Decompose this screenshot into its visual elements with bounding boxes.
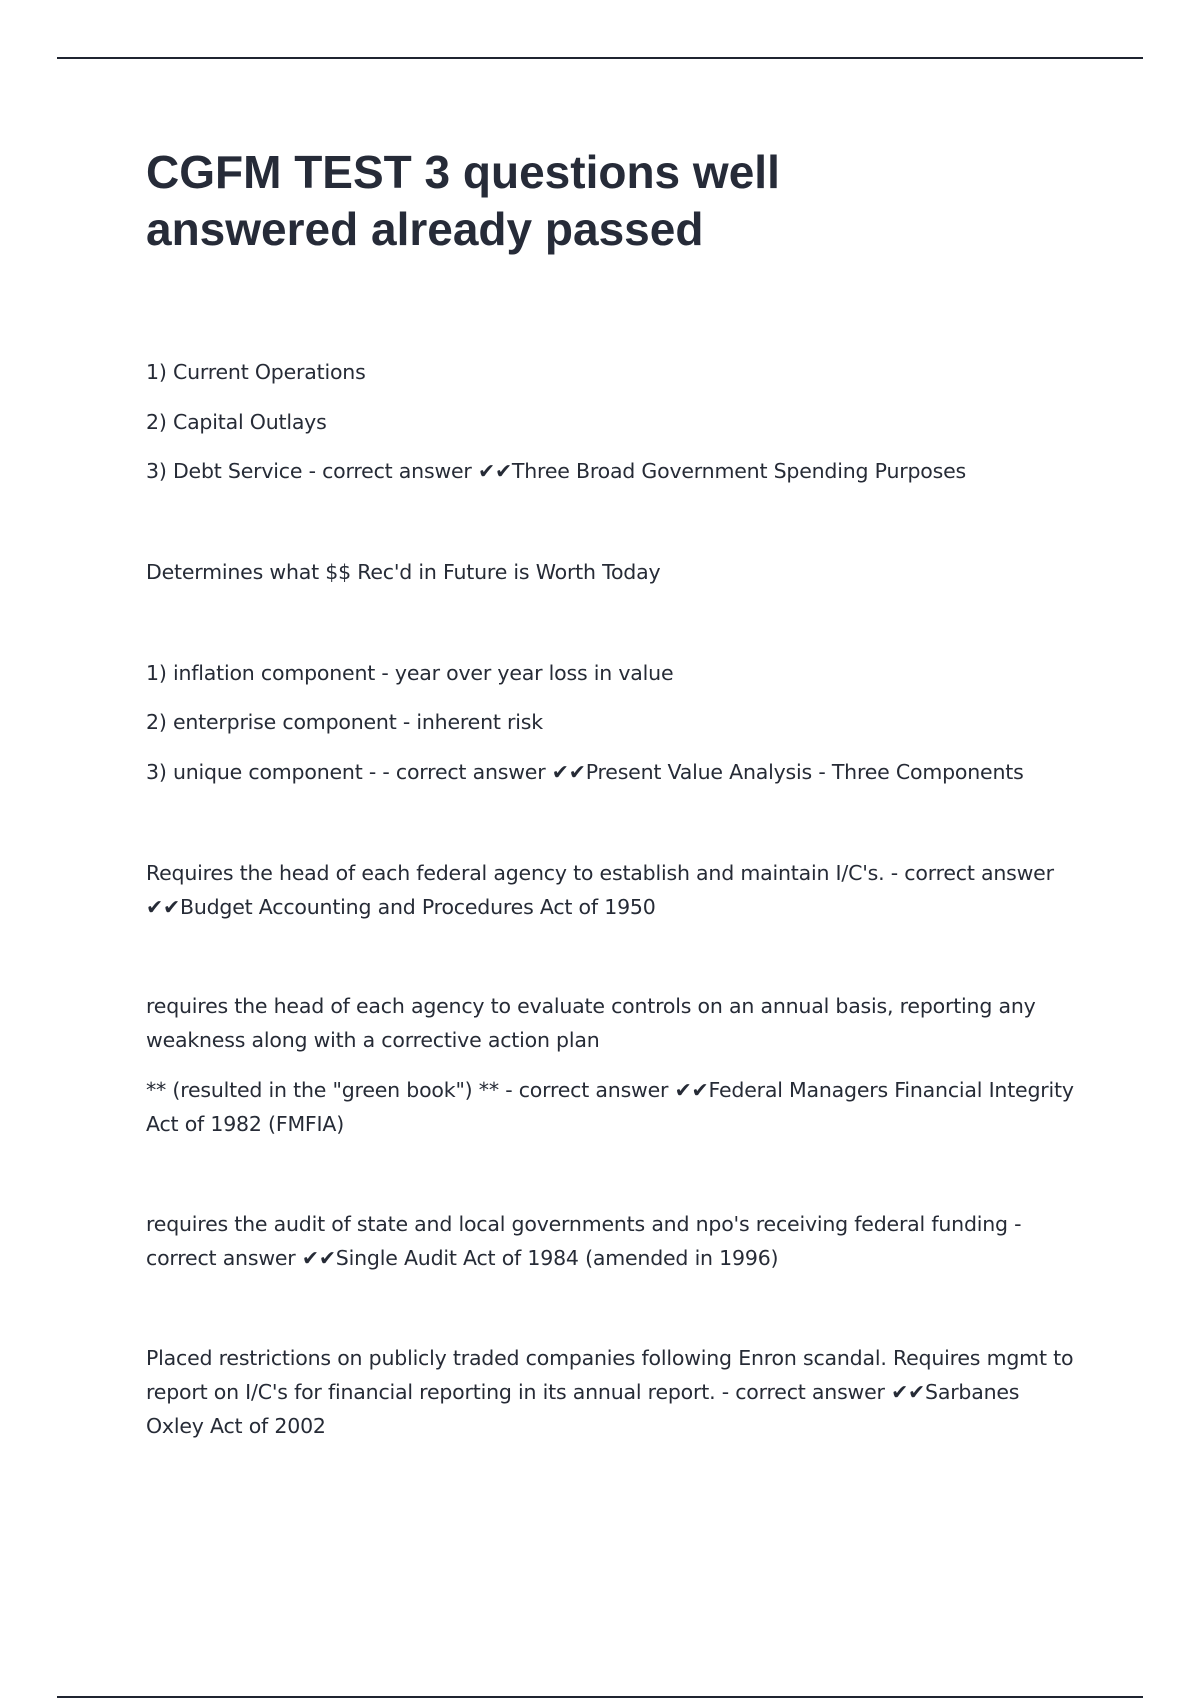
top-divider — [57, 57, 1143, 59]
text-line-unique-component: 3) unique component - - correct answer ✔✔Present Value Analysis - Three Components — [146, 760, 1024, 784]
text-line-enterprise-component: 2) enterprise component - inherent risk — [146, 710, 543, 734]
text-paragraph-evaluate-controls: requires the head of each agency to evaluate controls on an annual basis, reporting any weakness along with a corrective action plan — [146, 994, 1036, 1052]
text-paragraph-single-audit-act: requires the audit of state and local governments and npo's receiving federal funding - correct answer ✔✔Single Audit Act of 1984 (amended in 1996) — [146, 1212, 1022, 1270]
text-line-current-operations: 1) Current Operations — [146, 360, 366, 384]
text-paragraph-budget-accounting-act: Requires the head of each federal agency to establish and maintain I/C's. - correct answer ✔✔Budget Accounting and Procedures Act of 1950 — [146, 861, 1054, 919]
text-line-inflation-component: 1) inflation component - year over year loss in value — [146, 661, 674, 685]
text-line-capital-outlays: 2) Capital Outlays — [146, 410, 327, 434]
text-paragraph-fmfia: ** (resulted in the "green book") ** - correct answer ✔✔Federal Managers Financial Integrity Act of 1982 (FMFIA) — [146, 1078, 1074, 1136]
document-title: CGFM TEST 3 questions well answered already passed — [146, 146, 780, 255]
text-paragraph-sarbanes-oxley: Placed restrictions on publicly traded companies following Enron scandal. Requires mgmt to report on I/C's for financial reporting in its annual report. - correct answer ✔✔Sarbanes Oxley Act of 2002 — [146, 1346, 1074, 1438]
text-line-debt-service: 3) Debt Service - correct answer ✔✔Three Broad Government Spending Purposes — [146, 459, 967, 483]
text-line-present-value-definition: Determines what $$ Rec'd in Future is Worth Today — [146, 560, 661, 584]
bottom-divider — [57, 1696, 1143, 1698]
